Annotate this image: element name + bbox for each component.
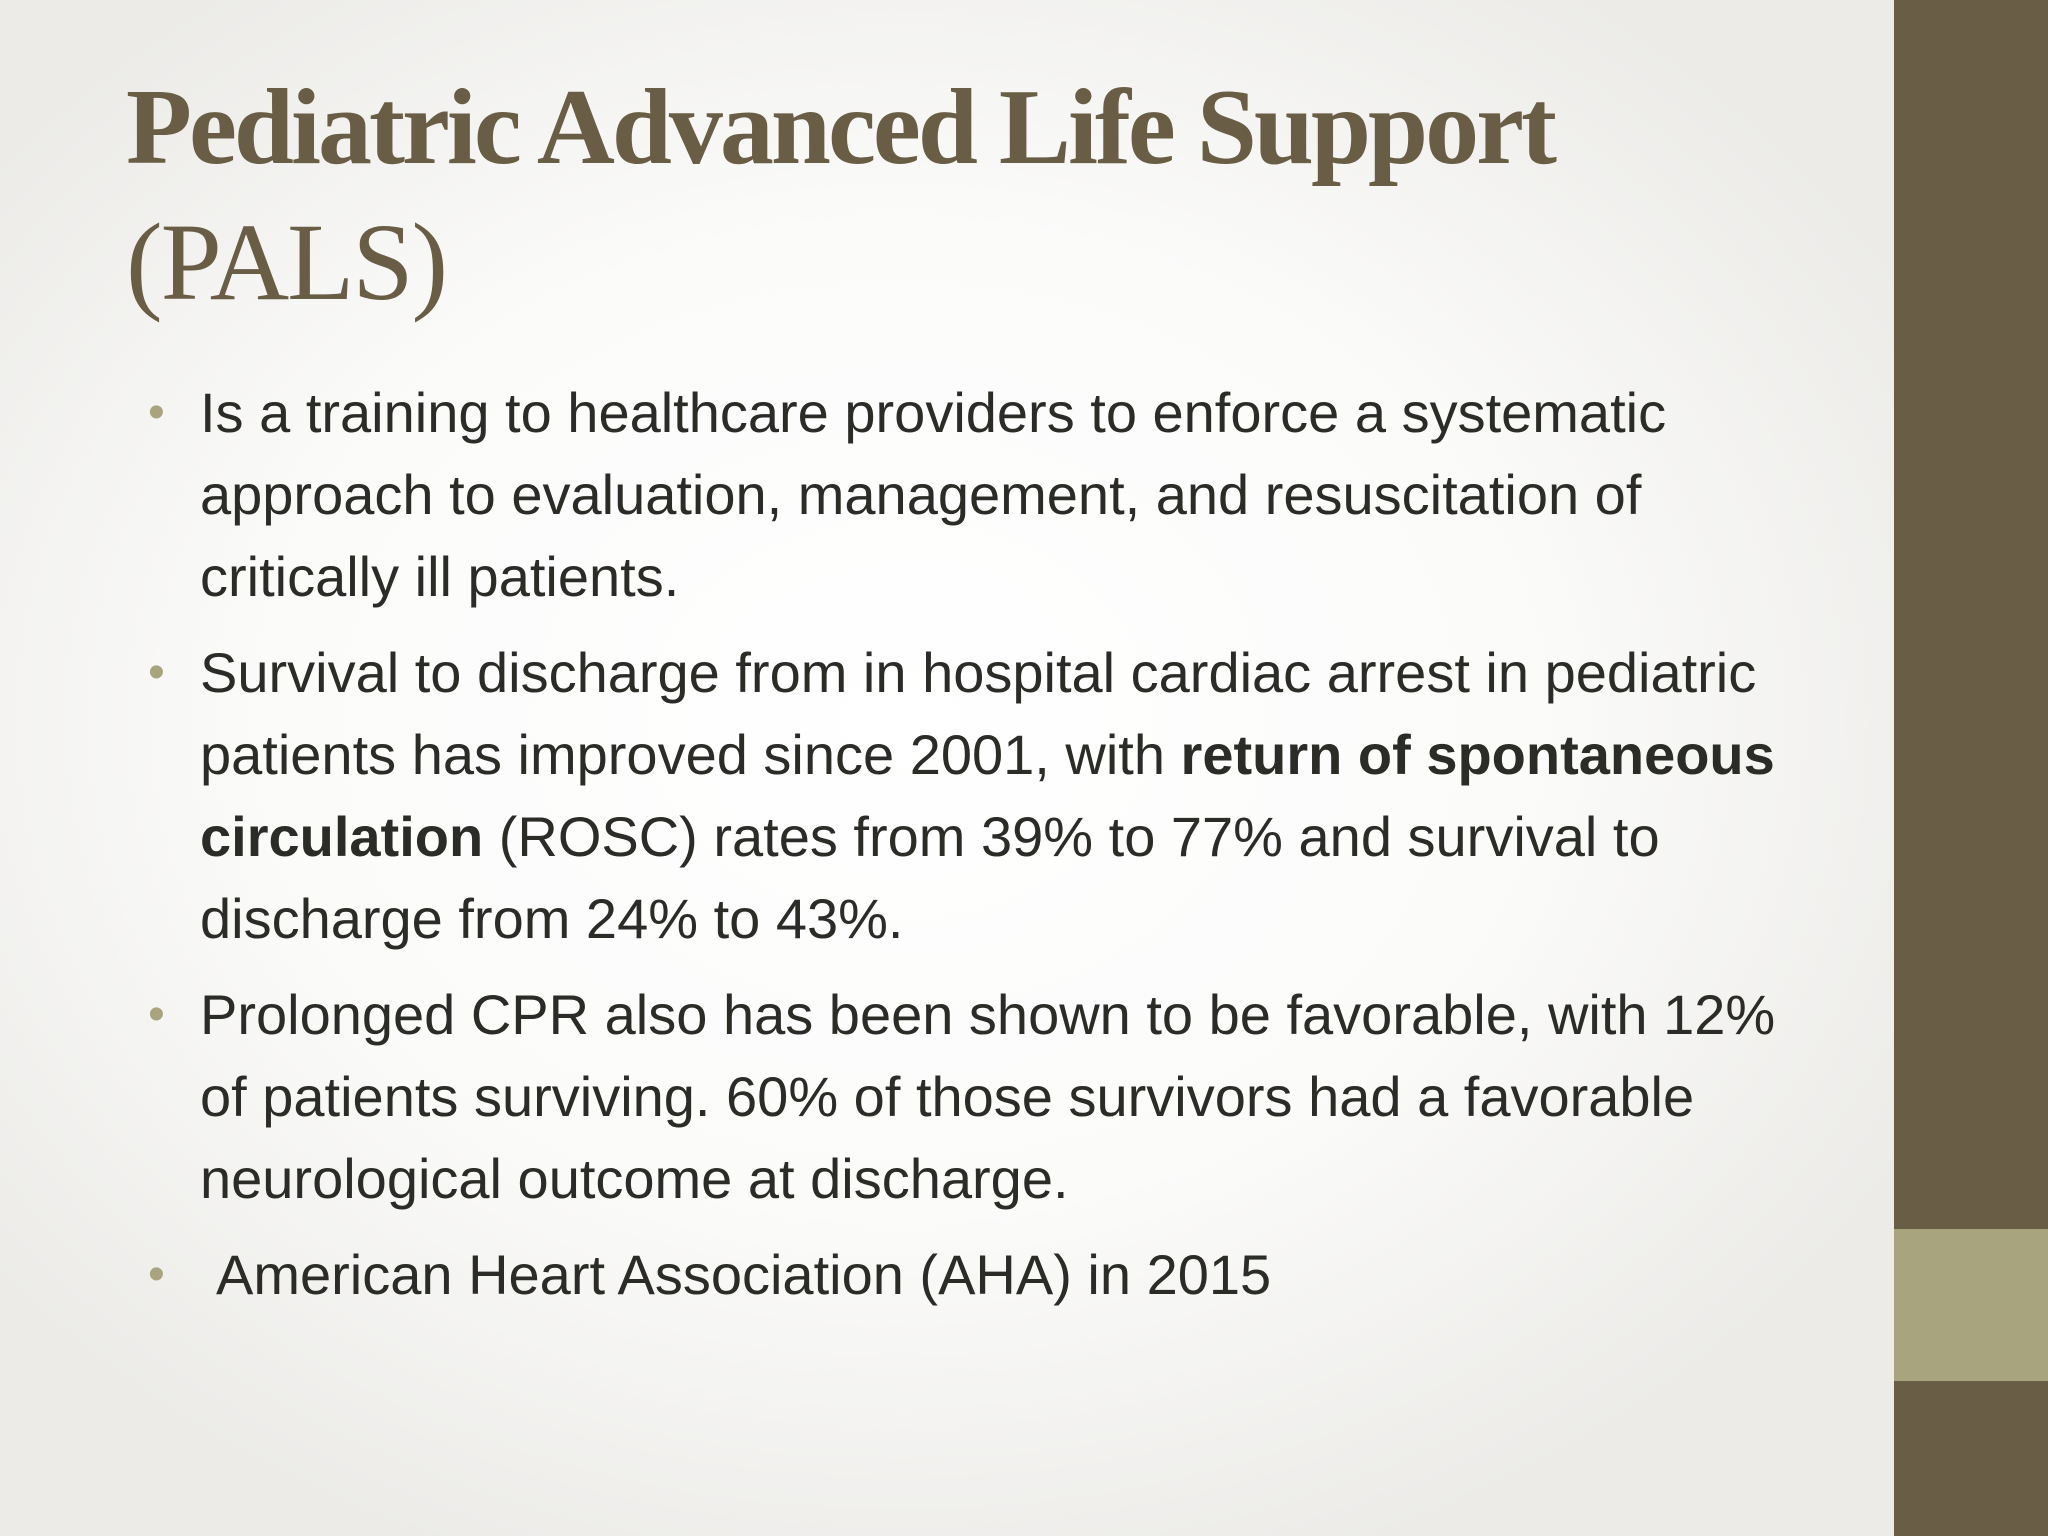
bullet-text-part: Survival to discharge from in hospital cardiac arrest in pediatric patients has improved since 2001, with	[200, 641, 1757, 786]
bullet-text: Is a training to healthcare providers to enforce a systematic approach to evaluation, management, and resuscitation of critically ill patients.	[200, 381, 1667, 608]
bullet-list	[140, 372, 1800, 1330]
bullet-item	[140, 974, 1800, 1220]
bullet-dot-icon: •	[148, 988, 165, 1041]
title-subtitle: (PALS)	[126, 201, 447, 323]
bullet-text-bold: return of spontaneous circulation	[200, 723, 1775, 868]
bullet-text: Prolonged CPR also has been shown to be favorable, with 12% of patients surviving. 60% of those survivors had a favorable neurological outcome at discharge.	[200, 983, 1776, 1210]
bullet-dot-icon: •	[148, 386, 165, 439]
title-main: Pediatric Advanced Life Support	[126, 68, 1555, 187]
side-accent-block	[1894, 1229, 2048, 1381]
bullet-item	[140, 1234, 1800, 1316]
slide-title	[126, 62, 1866, 330]
bullet-dot-icon: •	[148, 646, 165, 699]
bullet-item	[140, 632, 1800, 960]
bullet-item	[140, 372, 1800, 618]
bullet-dot-icon: •	[148, 1248, 165, 1301]
bullet-text: American Heart Association (AHA) in 2015	[216, 1243, 1272, 1306]
bullet-text	[200, 641, 1775, 950]
bullet-text-part: (ROSC) rates from 39% to 77% and survival to discharge from 24% to 43%.	[200, 805, 1660, 950]
